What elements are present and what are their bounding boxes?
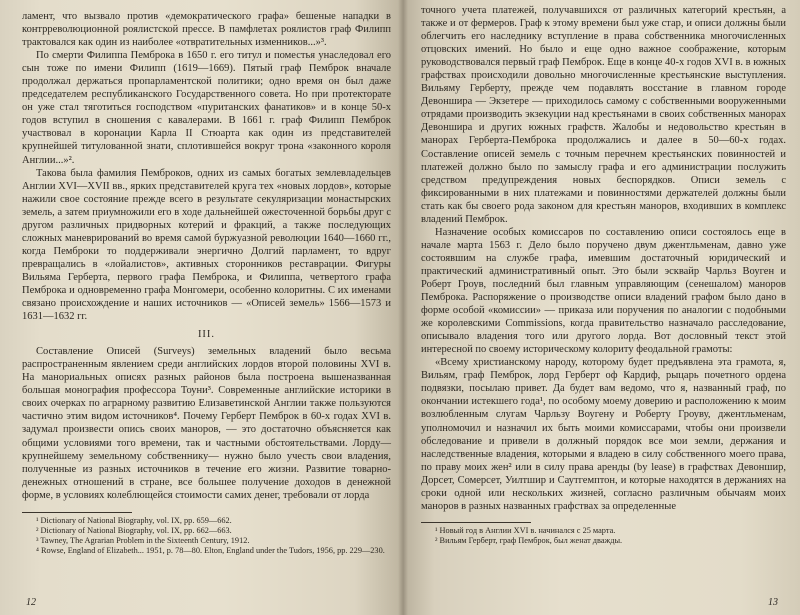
left-paragraph-2: По смерти Филиппа Пемброка в 1650 г. его титул и поместья унаследовал его сын тоже по имени Филипп (1619—1669). Пятый граф Пемброк вначале продолжал держаться пропарламентской политики; одно время он был даже председателем республиканского Государственного совета. Но при протекторате он уже стал тяготиться господством «пуританских фанатиков» и в конце 50-х годов вступил в сношения с кавалерами. В 1661 г. граф Филипп Пемброк участвовал в коронации Карла II Стюарта как один из представителей крупнейшей титулованной знати, сплотившейся вокруг трона «законного короля Англии...»². [22,50,391,166]
footnote-1: ¹ Новый год в Англии XVI в. начинался с 25 марта. [435,525,616,535]
left-main-text [22,10,391,502]
left-footnotes [22,516,391,557]
footnote-divider [421,522,531,523]
right-paragraph-1: точного учета платежей, получавшихся от различных категорий крестьян, а также и от фермеров. Граф к этому времени был уже стар, и описи должны были облегчить его наследнику вступление в права собственника многочисленных отцовских имений. Но было и еще одно важное соображение, которым руководствовался первый граф Пемброк. Еще в конце 40-х годов XVI в. в южных графствах происходили довольно многочисленные крестьянские выступления. Вильяму Герберту, прежде чем подавлять восстание в главном городе Девоншира — Экзетере — приходилось самому с собственными вооруженными отрядами производить экзекуции над крестьянами в своих собственных манорах Девоншира и других южных графств. Жалобы и недовольство крестьян в манорах Герберта-Пемброка продолжались и далее в 50—60-х годах. Составление описей земель с точным перечнем крестьянских повинностей и платежей должно было по замыслу графа и его администрации послужить средством предупреждения новых беспорядков. Описи земель с фиксированными в них платежами и повинностями держателей должны были стать как бы своего рода законом для крестьян маноров, входивших в комплекс владений Пемброк. [421,5,786,225]
right-main-text [421,4,786,513]
right-paragraph-3: «Всему христианскому народу, которому будет предъявлена эта грамота, я, Вильям, граф Пемброк, лорд Герберт оф Кардиф, рыцарь почетного ордена подвязки, посылаю привет. Да будет вам ведомо, что я, названный граф, по окончании истекшего года¹, по особому моему доверию и расположению к моим возлюбленным слугам Чарльзу Воугену и Роберту Гроуву, джентльменам, уполномочил и назначил их быть моими комиссарами, чтобы они произвели обследование и привели в должный порядок все мои земли, держания и наследственные владения, которыми я владею в силу собственного моего права, по праву моих жен² или в силу права аренды (by lease) в графствах Девоншир, Дорсет, Сомерсет, Уилтшир и Саутгемптон, и которые находятся в держаниях на сроки одной или нескольких жизней, согласно различным обычаям моих маноров в разных названных графствах за определенные [421,357,786,512]
section-number: III. [197,329,216,341]
footnote-2: ² Вильям Герберт, граф Пемброк, был женат дважды. [435,536,623,546]
left-paragraph-3: Такова была фамилия Пемброков, одних из самых богатых землевладельцев Англии XVI—XVII вв., ярких представителей круга тех «новых лордов», которые нажили свое состояние прежде всего в результате секуляризации монастырских земель, а затем приумножили его в ходе дальнейшей ожесточенной борьбы друг с другом различных придворных котерий и фракций, а также последующих сложных маневрирований во время самой буржуазной революции 1640—1660 гг., когда Пемброки то поддерживали энергично Долгий парламент, то вдруг превращались в «лойалистов», активных сторонников реставрации. Фигуры Вильяма Герберта, первого графа Пемброка, и Филиппа, четвертого графа Пемброка и одновременно графа Монгомери, особенно колоритны. С их именами связано происхождение и наших источников — «Описей земель» 1566—1573 и 1631—1632 гг. [22,167,391,323]
right-footnotes [421,526,786,546]
footnote-divider [22,512,132,513]
footnote-2: ² Dictionary of National Biography, vol. IX, pp. 662—663. [36,525,232,535]
left-paragraph-1: ламент, что вызвало против «демократического графа» бешеные нападки в контрреволюционной роялистской прессе. В памфлетах роялистов граф Филипп трактовался как один из наиболее «отвратительных изменников...»³. [22,11,391,49]
page-number-right: 13 [768,596,778,608]
book-gutter [398,0,408,615]
right-paragraph-2: Назначение особых комиссаров по составлению описи состоялось еще в начале марта 1563 г. Дело было поручено двум джентльменам, давно уже состоявшим на службе графа, имевшим достаточный юридический и практический административный опыт. Это были эсквайр Чарльз Воуген и Роберт Гроув, последний был главным управляющим (сенешалом) маноров Пемброка. Распоряжение о производстве описи владений графом было дано в форме особой «комиссии» — приказа или поручения по аналогии с подобными же королевскими Commissions, когда правительство назначало расследование, описывало владения того или другого лорда. Вот дословный текст этой интересной по своему историческому колориту феодальной грамоты: [421,226,786,356]
right-page [403,0,800,615]
footnote-3: ³ Tawney, The Agrarian Problem in the Sixteenth Century, 1912. [36,536,250,546]
footnote-1: ¹ Dictionary of National Biography, vol. IX, pp. 659—662. [36,515,232,525]
page-number-left: 12 [26,596,36,608]
left-paragraph-4: Составление Описей (Surveys) земельных владений было весьма распространенным явлением среди английских лордов второй половины XVI в. На манориальных описях разных районов была построена вышеназванная большая монография профессора Тоуни³. Современные английские историки в своих очерках по аграрному развитию Елизаветинской Англии также пользуются частично этим видом источников⁴. Почему Герберт Пемброк в 60-х годах XVI в. задумал произвести опись своих маноров, — это достаточно объясняется как общими условиями того времени, так и частными обстоятельствами. Лорду—крупнейшему земельному собственнику— нужно было учесть свои владения, полученные из разных источников в течение его жизни. Развитие товарно-денежных отношений в стране, все большее получение доходов в денежной форме, в условиях колеблющейся стоимости самих денег, требовали от лорда [22,346,391,501]
footnote-4: ⁴ Rowse, England of Elizabeth... 1951, p. 78—80. Elton, England under the Tudors, 1956, pp. 229—230. [36,546,385,556]
